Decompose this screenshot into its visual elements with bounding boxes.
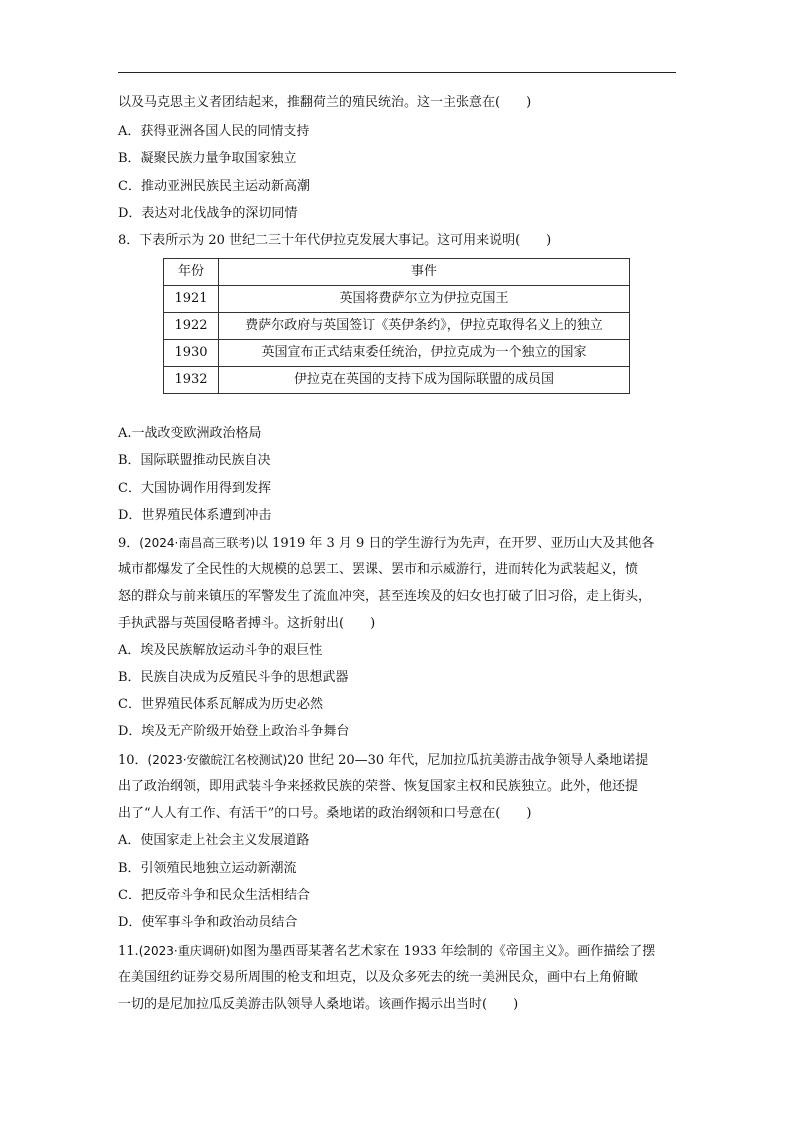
q9-stem-line-4: 手执武器与英国侵略者搏斗。这折射出( ) — [118, 616, 376, 631]
q10-option-a: A．使国家走上社会主义发展道路 — [118, 833, 310, 848]
q7-option-b: B．凝聚民族力量争取国家独立 — [118, 151, 297, 166]
q9-stem-line-2: 城市都爆发了全民性的大规模的总罢工、罢课、罢市和示威游行，进而转化为武装起义，愤 — [118, 562, 639, 577]
column-header-event: 事件 — [219, 259, 630, 286]
table-header-row — [164, 259, 630, 286]
table-cell-event: 英国宣布正式结束委任统治，伊拉克成为一个独立的国家 — [219, 340, 630, 367]
table-cell-event: 费萨尔政府与英国签订《英伊条约》，伊拉克取得名义上的独立 — [219, 313, 630, 340]
table-row — [164, 313, 630, 340]
table-row — [164, 367, 630, 394]
q11-stem-text: 如图为墨西哥某著名艺术家在 1933 年绘制的《帝国主义》。画作描绘了摆 — [230, 944, 656, 959]
table-cell-year: 1930 — [164, 340, 219, 367]
q8-option-b: B．国际联盟推动民族自决 — [118, 453, 271, 468]
q8-option-c: C．大国协调作用得到发挥 — [118, 481, 271, 496]
q9-option-c: C．世界殖民体系瓦解成为历史必然 — [118, 697, 323, 712]
table-cell-year: 1921 — [164, 286, 219, 313]
iraq-events-table — [163, 258, 630, 394]
q9-source: (2024·南昌高三联考) — [139, 536, 255, 550]
table-cell-year: 1922 — [164, 313, 219, 340]
q10-stem-line-3: 出了“人人有工作、有活干”的口号。桑地诺的政治纲领和口号意在( ) — [118, 806, 532, 821]
header-rule — [118, 72, 676, 73]
q11-stem-line-2: 在美国纽约证券交易所周围的枪支和坦克，以及众多死去的统一美洲民众，画中右上角俯瞰 — [118, 970, 639, 985]
q11-source: (2023·重庆调研) — [138, 944, 231, 958]
q10-stem-text: 20 世纪 20—30 年代，尼加拉瓜抗美游击战争领导人桑地诺提 — [287, 753, 649, 768]
q8-option-d: D．世界殖民体系遭到冲击 — [118, 508, 272, 523]
q7-stem-continuation: 以及马克思主义者团结起来，推翻荷兰的殖民统治。这一主张意在( ) — [118, 95, 532, 110]
q10-option-c: C．把反帝斗争和民众生活相结合 — [118, 888, 310, 903]
q9-option-a: A．埃及民族解放运动斗争的艰巨性 — [118, 643, 323, 658]
q10-number: 10． — [118, 753, 148, 768]
table-cell-year: 1932 — [164, 367, 219, 394]
q9-stem-line-3: 怒的群众与前来镇压的军警发生了流血冲突，甚至连埃及的妇女也打破了旧习俗，走上街头， — [118, 589, 652, 604]
table-cell-event: 英国将费萨尔立为伊拉克国王 — [219, 286, 630, 313]
q7-option-d: D．表达对北伐战争的深切同情 — [118, 206, 298, 221]
q10-stem-line-1 — [118, 752, 648, 769]
q9-option-d: D．埃及无产阶级开始登上政治斗争舞台 — [118, 724, 350, 739]
q9-stem-line-1 — [118, 535, 654, 552]
q11-stem-line-1 — [118, 943, 655, 960]
q9-stem-text: 以 1919 年 3 月 9 日的学生游行为先声，在开罗、亚历山大及其他各 — [255, 536, 655, 551]
column-header-year: 年份 — [164, 259, 219, 286]
q10-option-d: D．使军事斗争和政治动员结合 — [118, 915, 298, 930]
q11-stem-line-3: 一切的是尼加拉瓜反美游击队领导人桑地诺。该画作揭示出当时( ) — [118, 997, 519, 1012]
q7-option-a: A．获得亚洲各国人民的同情支持 — [118, 124, 310, 139]
q10-stem-line-2: 出了政治纲领，即用武装斗争来拯救民族的荣誉、恢复国家主权和民族独立。此外，他还提 — [118, 779, 639, 794]
table-row — [164, 340, 630, 367]
table-row — [164, 286, 630, 313]
q9-number: 9． — [118, 536, 140, 551]
q10-source: (2023·安徽皖江名校测试) — [147, 753, 288, 767]
q10-option-b: B．引领殖民地独立运动新潮流 — [118, 861, 297, 876]
q9-option-b: B．民族自决成为反殖民斗争的思想武器 — [118, 670, 349, 685]
q8-stem: 8．下表所示为 20 世纪二三十年代伊拉克发展大事记。这可用来说明( ) — [118, 233, 552, 248]
q11-number: 11. — [118, 944, 139, 959]
table-cell-event: 伊拉克在英国的支持下成为国际联盟的成员国 — [219, 367, 630, 394]
q8-option-a: A.一战改变欧洲政治格局 — [118, 426, 262, 441]
q7-option-c: C．推动亚洲民族民主运动新高潮 — [118, 179, 310, 194]
